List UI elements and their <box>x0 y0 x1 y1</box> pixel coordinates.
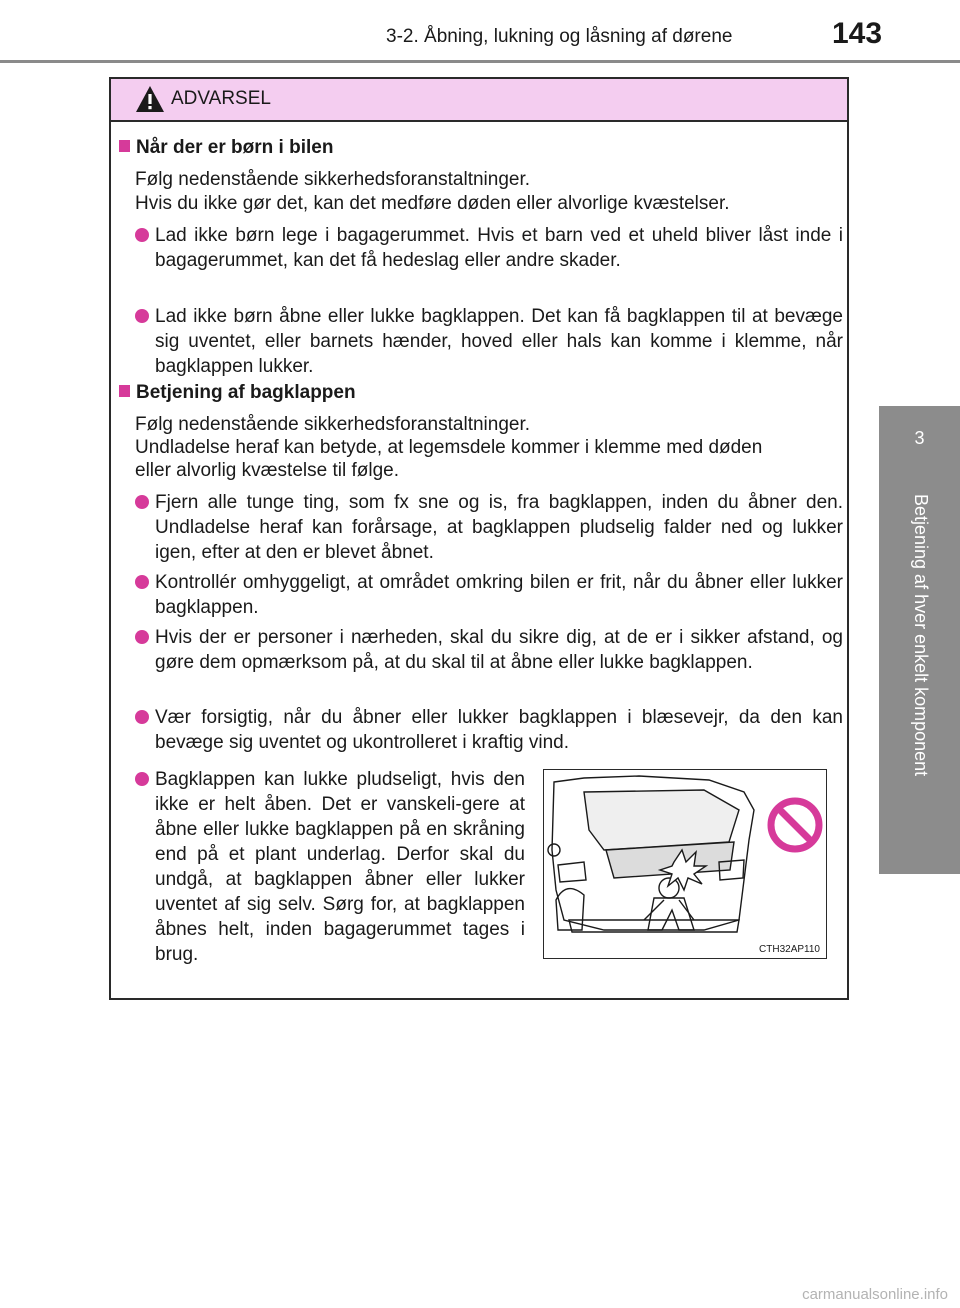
figure-caption: CTH32AP110 <box>759 944 820 955</box>
round-bullet-icon <box>135 630 149 644</box>
list-item: Fjern alle tunge ting, som fx sne og is, fra bagklappen, inden du åbner den. Undladelse heraf kan forårsage, at bagklappen pludselig falder ned og lukker igen, efter at den er blevet åbnet. <box>135 490 843 565</box>
page-header-title: 3-2. Åbning, lukning og låsning af dørene <box>386 26 733 47</box>
page-number: 143 <box>832 17 883 50</box>
list-item: Lad ikke børn åbne eller lukke bagklappen. Det kan få bagklappen til at bevæge sig uventet, eller barnets hænder, hoved eller hals kan komme i klemme, når bagklappen lukker. <box>135 304 843 379</box>
car-tailgate-illustration <box>544 770 825 957</box>
chapter-side-tab <box>879 406 960 874</box>
warning-box <box>109 77 849 1000</box>
section-heading-tailgate: Betjening af bagklappen <box>119 382 356 404</box>
round-bullet-icon <box>135 495 149 509</box>
list-item: Lad ikke børn lege i bagagerummet. Hvis et barn ved et uheld bliver låst inde i bagagerummet, kan det få hedeslag eller andre skader. <box>135 223 843 273</box>
warning-triangle-icon <box>135 85 165 113</box>
section-heading-children: Når der er børn i bilen <box>119 137 333 159</box>
list-item: Kontrollér omhyggeligt, at området omkring bilen er frit, når du åbner eller lukker bagklappen. <box>135 570 843 620</box>
section-intro-line: eller alvorlig kvæstelse til følge. <box>135 460 399 481</box>
list-item: Vær forsigtig, når du åbner eller lukker bagklappen i blæsevejr, da den kan bevæge sig uventet og ukontrolleret i kraftig vind. <box>135 705 843 755</box>
warning-header <box>111 79 847 122</box>
warning-label: ADVARSEL <box>171 88 271 109</box>
section-intro-line: Følg nedenstående sikkerhedsforanstaltninger. <box>135 169 531 190</box>
round-bullet-icon <box>135 772 149 786</box>
section-intro-line: Følg nedenstående sikkerhedsforanstaltninger. <box>135 414 531 435</box>
chapter-number: 3 <box>914 428 925 448</box>
list-item: Bagklappen kan lukke pludseligt, hvis den ikke er helt åben. Det er vanskeli-gere at åbne eller lukke bagklappen på en skråning end på et plant underlag. Derfor skal du undgå, at bagklappen åbner eller lukker uventet af sig selv. Sørg for, at bagklappen åbnes helt, inden bagagerummet tages i brug. <box>135 767 525 967</box>
square-bullet-icon <box>119 385 130 397</box>
square-bullet-icon <box>119 140 130 152</box>
list-item: Hvis der er personer i nærheden, skal du sikre dig, at de er i sikker afstand, og gøre dem opmærksom på, at du skal til at åbne eller lukke bagklappen. <box>135 625 843 675</box>
section-intro-line: Undladelse heraf kan betyde, at legemsdele kommer i klemme med døden <box>135 437 763 458</box>
round-bullet-icon <box>135 575 149 589</box>
round-bullet-icon <box>135 710 149 724</box>
round-bullet-icon <box>135 228 149 242</box>
round-bullet-icon <box>135 309 149 323</box>
tailgate-warning-illustration <box>543 769 827 959</box>
section-intro-line: Hvis du ikke gør det, kan det medføre døden eller alvorlige kvæstelser. <box>135 193 730 214</box>
chapter-label: Betjening af hver enkelt komponent <box>911 494 931 777</box>
header-rule <box>0 60 960 63</box>
prohibition-icon <box>771 801 819 849</box>
watermark: carmanualsonline.info <box>802 1286 948 1303</box>
